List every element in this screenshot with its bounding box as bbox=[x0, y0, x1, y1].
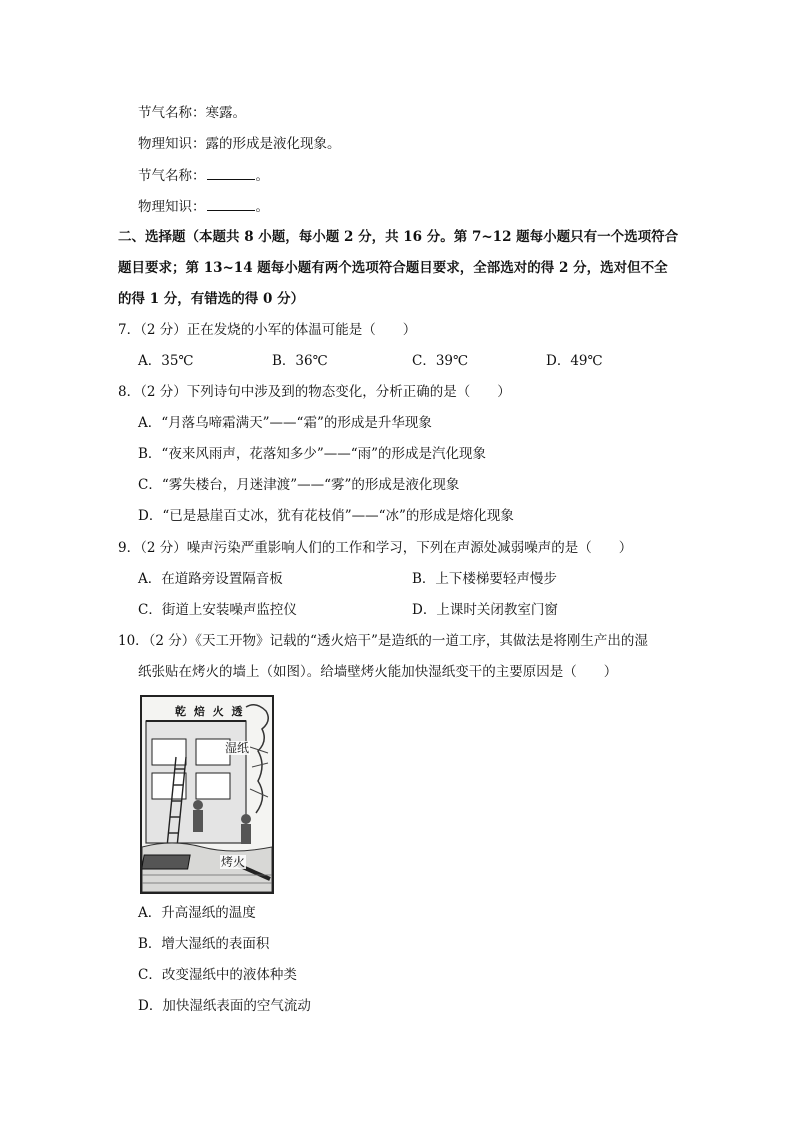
figure-title: 乾 焙 火 透 bbox=[175, 705, 245, 718]
question-7-option-c[interactable]: C．39℃ bbox=[412, 353, 469, 369]
question-10-option-a[interactable]: A．升高湿纸的温度 bbox=[138, 905, 256, 921]
answer-blank[interactable] bbox=[207, 196, 255, 211]
question-7-option-d[interactable]: D．49℃ bbox=[546, 353, 603, 369]
question-8-stem: 8．（2 分）下列诗句中涉及到的物态变化，分析正确的是（ ） bbox=[118, 384, 511, 400]
answer-blank[interactable] bbox=[207, 165, 255, 180]
question-10-option-c[interactable]: C．改变湿纸中的液体种类 bbox=[138, 967, 297, 983]
figure-label-fire: 烤火 bbox=[221, 855, 246, 869]
term-name-line-2 bbox=[138, 165, 269, 186]
question-9-option-b[interactable]: B．上下楼梯要轻声慢步 bbox=[412, 571, 557, 587]
question-7-option-b[interactable]: B．36℃ bbox=[272, 353, 328, 369]
woodcut-illustration bbox=[142, 697, 272, 892]
physics-knowledge-text-1: 物理知识：露的形成是液化现象。 bbox=[138, 136, 341, 152]
physics-knowledge-line-2 bbox=[138, 196, 269, 217]
question-10-option-b[interactable]: B．增大湿纸的表面积 bbox=[138, 936, 270, 952]
question-10-stem-line-2: 纸张贴在烤火的墙上（如图）。给墙壁烤火能加快湿纸变干的主要原因是（ ） bbox=[138, 664, 618, 680]
question-8-option-a[interactable]: A．“月落乌啼霜满天”——“霜”的形成是升华现象 bbox=[138, 415, 432, 431]
question-9-stem: 9．（2 分）噪声污染严重影响人们的工作和学习，下列在声源处减弱噪声的是（ ） bbox=[118, 540, 633, 556]
question-7-stem: 7．（2 分）正在发烧的小军的体温可能是（ ） bbox=[118, 322, 417, 338]
question-10-option-d[interactable]: D．加快湿纸表面的空气流动 bbox=[138, 998, 311, 1014]
question-8-option-d[interactable]: D．“已是悬崖百丈冰，犹有花枝俏”——“冰”的形成是熔化现象 bbox=[138, 508, 514, 524]
end-mark: 。 bbox=[255, 199, 269, 215]
section-heading-line-1: 二、选择题（本题共 8 小题，每小题 2 分，共 16 分。第 7~12 题每小题只有一个选项符合 bbox=[118, 229, 679, 245]
term-name-text-1: 节气名称：寒露。 bbox=[138, 105, 246, 121]
figure-label-wet-paper: 湿纸 bbox=[225, 741, 250, 755]
question-8-option-c[interactable]: C．“雾失楼台，月迷津渡”——“雾”的形成是液化现象 bbox=[138, 477, 460, 493]
term-name-text-2: 节气名称： bbox=[138, 168, 206, 184]
physics-knowledge-line-1 bbox=[138, 134, 341, 154]
question-7-option-a[interactable]: A．35℃ bbox=[138, 353, 194, 369]
end-mark: 。 bbox=[255, 168, 269, 184]
section-heading-line-3: 的得 1 分，有错选的得 0 分） bbox=[118, 291, 305, 307]
question-9-option-a[interactable]: A．在道路旁设置隔音板 bbox=[138, 571, 283, 587]
section-heading-line-2: 题目要求；第 13~14 题每小题有两个选项符合题目要求，全部选对的得 2 分，选对但不全 bbox=[118, 260, 668, 276]
question-10-stem-line-1: 10．（2 分）《天工开物》记载的“透火焙干”是造纸的一道工序，其做法是将刚生产出的湿 bbox=[118, 633, 648, 649]
question-9-option-c[interactable]: C．街道上安装噪声监控仪 bbox=[138, 602, 297, 618]
physics-knowledge-text-2: 物理知识： bbox=[138, 199, 206, 215]
question-8-option-b[interactable]: B．“夜来风雨声，花落知多少”——“雨”的形成是汽化现象 bbox=[138, 446, 487, 462]
question-9-option-d[interactable]: D．上课时关闭教室门窗 bbox=[412, 602, 558, 618]
term-name-line-1 bbox=[138, 103, 246, 123]
paper-drying-woodcut-figure bbox=[140, 695, 274, 894]
